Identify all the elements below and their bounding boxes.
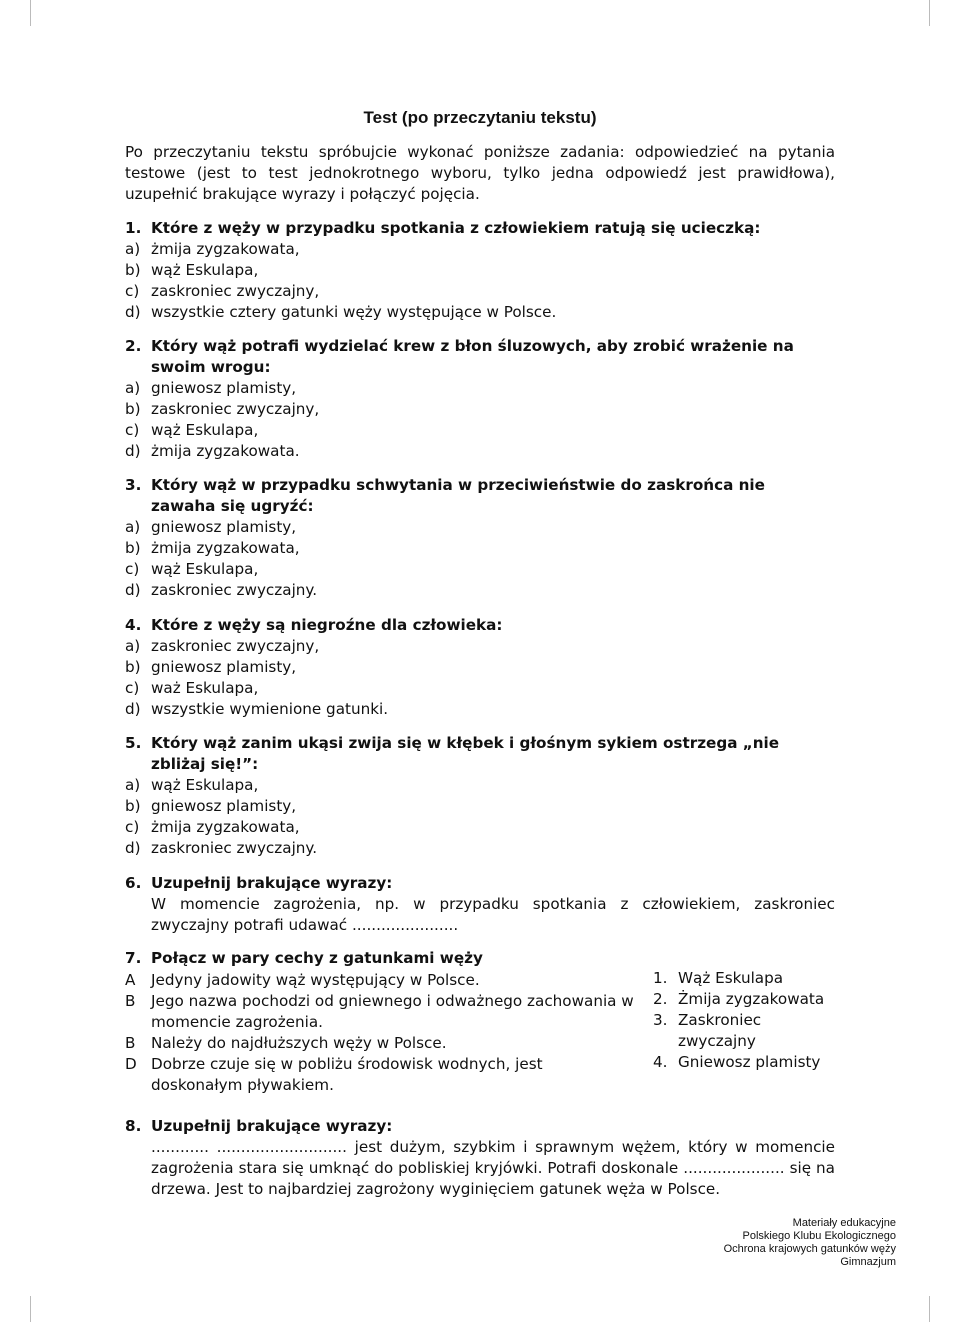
answer-option (125, 441, 825, 462)
answer-option (125, 775, 825, 796)
trait-item (125, 991, 635, 1033)
option-text: wąż Eskulapa, (151, 421, 259, 439)
answer-option (125, 538, 825, 559)
trait-letter: D (125, 1055, 137, 1073)
answer-option (125, 517, 825, 538)
option-letter: d) (125, 303, 141, 321)
task-8 (125, 1116, 835, 1200)
question-text: Który wąż w przypadku schwytania w przeciwieństwie do zaskrońca nie zawaha się ugryźć: (151, 476, 765, 515)
species-number: 2. (653, 990, 668, 1008)
trait-item (125, 1054, 635, 1096)
trait-item (125, 970, 635, 991)
species-item (653, 1052, 893, 1073)
task-title (125, 873, 825, 894)
footer-line: Materiały edukacyjne (792, 1217, 896, 1229)
footer-line: Gimnazjum (840, 1256, 896, 1268)
answer-option (125, 420, 825, 441)
task-7 (125, 948, 825, 969)
task-title-text: Uzupełnij brakujące wyrazy: (151, 1117, 393, 1135)
answer-option (125, 657, 825, 678)
answer-option (125, 302, 825, 323)
trait-text: Dobrze czuje się w pobliżu środowisk wodnych, jest doskonałym pływakiem. (151, 1055, 543, 1094)
question-number: 2. (125, 337, 142, 355)
option-letter: d) (125, 442, 141, 460)
option-letter: a) (125, 518, 141, 536)
species-item (653, 1010, 803, 1052)
footer-line: Polskiego Klubu Ekologicznego (742, 1230, 896, 1242)
trait-text: Jedyny jadowity wąż występujący w Polsce. (151, 971, 480, 989)
answer-option (125, 796, 825, 817)
trait-letter: B (125, 992, 136, 1010)
trait-text: Jego nazwa pochodzi od gniewnego i odważnego zachowania w momencie zagrożenia. (151, 992, 634, 1031)
answer-option (125, 838, 825, 859)
question-number: 1. (125, 219, 142, 237)
option-text: zaskroniec zwyczajny, (151, 637, 320, 655)
answer-option (125, 559, 825, 580)
footer-credits (724, 1217, 896, 1269)
fill-in-text: W momencie zagrożenia, np. w przypadku spotkania z człowiekiem, zaskroniec zwyczajny potrafi udawać ...................... (151, 895, 835, 934)
question-title (125, 615, 825, 636)
option-letter: b) (125, 539, 141, 557)
question-title (125, 475, 825, 517)
species-name: Wąż Eskulapa (678, 969, 784, 987)
species-name: Gniewosz plamisty (678, 1053, 821, 1071)
task-6 (125, 873, 835, 936)
option-letter: d) (125, 700, 141, 718)
question-3 (125, 475, 825, 601)
answer-option (125, 678, 825, 699)
option-letter: b) (125, 797, 141, 815)
species-number: 4. (653, 1053, 668, 1071)
question-number: 3. (125, 476, 142, 494)
question-title (125, 336, 825, 378)
question-title (125, 218, 825, 239)
task-title-text: Połącz w pary cechy z gatunkami węży (151, 949, 483, 967)
answer-option (125, 239, 825, 260)
option-text: żmija zygzakowata, (151, 818, 300, 836)
option-letter: b) (125, 658, 141, 676)
species-item (653, 989, 893, 1010)
trait-item (125, 1033, 635, 1054)
task-title (125, 1116, 825, 1137)
species-number: 3. (653, 1011, 668, 1029)
option-letter: a) (125, 379, 141, 397)
crop-mark (30, 1296, 31, 1322)
option-text: wąż Eskulapa, (151, 261, 259, 279)
answer-option (125, 699, 825, 720)
option-letter: a) (125, 776, 141, 794)
question-4 (125, 615, 825, 720)
question-1 (125, 218, 825, 323)
question-5 (125, 733, 825, 859)
question-text: Które z węży w przypadku spotkania z człowiekiem ratują się ucieczką: (151, 219, 761, 237)
question-2 (125, 336, 825, 462)
option-text: wąż Eskulapa, (151, 560, 259, 578)
answer-option (125, 580, 825, 601)
traits-column (125, 970, 635, 1096)
option-letter: c) (125, 282, 140, 300)
option-text: zaskroniec zwyczajny, (151, 282, 320, 300)
species-column (653, 968, 893, 1073)
option-text: wszystkie wymienione gatunki. (151, 700, 389, 718)
answer-option (125, 399, 825, 420)
option-text: żmija zygzakowata, (151, 240, 300, 258)
option-letter: c) (125, 818, 140, 836)
trait-letter: B (125, 1034, 136, 1052)
option-text: waż Eskulapa, (151, 679, 259, 697)
crop-mark (929, 0, 930, 26)
footer-line: Ochrona krajowych gatunków węży (723, 1243, 896, 1255)
task-title-text: Uzupełnij brakujące wyrazy: (151, 874, 393, 892)
question-number: 4. (125, 616, 142, 634)
task-number: 7. (125, 949, 142, 967)
option-letter: c) (125, 560, 140, 578)
intro-paragraph: Po przeczytaniu tekstu spróbujcie wykonać poniższe zadania: odpowiedzieć na pytania testowe (jest to test jednokrotnego wyboru, tylko jedna odpowiedź jest prawidłowa), uzupełnić brakujące wyrazy i połączyć pojęcia. (125, 143, 835, 203)
question-text: Który wąż zanim ukąsi zwija się w kłębek i głośnym sykiem ostrzega „nie zbliżaj się!”: (151, 734, 780, 773)
question-number: 5. (125, 734, 142, 752)
option-text: zaskroniec zwyczajny, (151, 400, 320, 418)
option-text: gniewosz plamisty, (151, 658, 297, 676)
question-text: Który wąż potrafi wydzielać krew z błon śluzowych, aby zrobić wrażenie na swoim wrogu: (151, 337, 794, 376)
species-number: 1. (653, 969, 668, 987)
answer-option (125, 817, 825, 838)
option-letter: a) (125, 240, 141, 258)
answer-option (125, 636, 825, 657)
option-text: gniewosz plamisty, (151, 797, 297, 815)
option-letter: b) (125, 261, 141, 279)
crop-mark (30, 0, 31, 26)
crop-mark (929, 1296, 930, 1322)
option-text: zaskroniec zwyczajny. (151, 581, 318, 599)
option-text: zaskroniec zwyczajny. (151, 839, 318, 857)
answer-option (125, 260, 825, 281)
species-name: Zaskroniec zwyczajny (678, 1011, 762, 1050)
answer-option (125, 281, 825, 302)
task-number: 6. (125, 874, 142, 892)
option-text: gniewosz plamisty, (151, 379, 297, 397)
option-text: żmija zygzakowata. (151, 442, 300, 460)
option-text: żmija zygzakowata, (151, 539, 300, 557)
task-number: 8. (125, 1117, 142, 1135)
option-text: wszystkie cztery gatunki węży występujące w Polsce. (151, 303, 557, 321)
question-text: Które z węży są niegroźne dla człowieka: (151, 616, 503, 634)
species-name: Żmija zygzakowata (678, 990, 825, 1008)
page-title: Test (po przeczytaniu tekstu) (363, 108, 597, 127)
task-title (125, 948, 825, 969)
option-text: gniewosz plamisty, (151, 518, 297, 536)
question-title (125, 733, 825, 775)
option-letter: d) (125, 839, 141, 857)
species-item (653, 968, 893, 989)
trait-text: Należy do najdłuższych węży w Polsce. (151, 1034, 447, 1052)
option-letter: c) (125, 679, 140, 697)
option-text: wąż Eskulapa, (151, 776, 259, 794)
option-letter: c) (125, 421, 140, 439)
option-letter: a) (125, 637, 141, 655)
answer-option (125, 378, 825, 399)
option-letter: b) (125, 400, 141, 418)
trait-letter: A (125, 971, 136, 989)
fill-in-text: ............ ........................... jest dużym, szybkim i sprawnym wężem, który w momencie zagrożenia stara się umknąć do pobliskiej kryjówki. Potrafi doskonale ..................... się na drzewa. Jest to najbardziej zagrożony wyginięciem gatunek węża w Polsce. (151, 1138, 835, 1198)
option-letter: d) (125, 581, 141, 599)
